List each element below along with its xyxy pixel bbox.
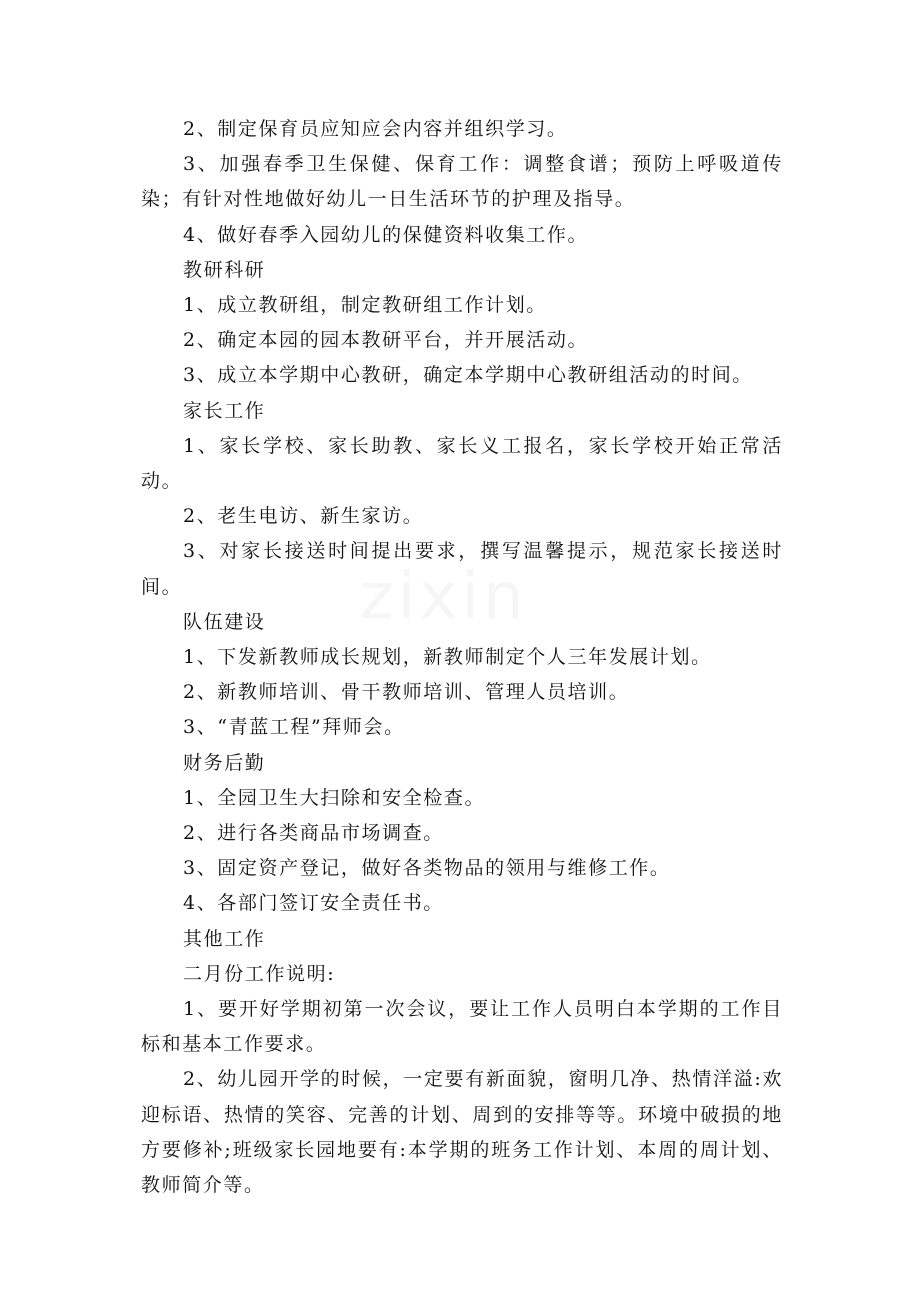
list-item: 1、下发新教师成长规划，新教师制定个人三年发展计划。 bbox=[183, 646, 712, 669]
list-item: 3、成立本学期中心教研，确定本学期中心教研组活动的时间。 bbox=[183, 364, 753, 387]
section-subheading: 二月份工作说明: bbox=[183, 962, 336, 985]
list-item: 3、加强春季卫生保健、保育工作：调整食谱；预防上呼吸道传染；有针对性地做好幼儿一日生活环节的护理及指导。 bbox=[141, 153, 783, 211]
list-item: 3、固定资产登记，做好各类物品的领用与维修工作。 bbox=[183, 857, 671, 880]
document-body bbox=[141, 112, 783, 1203]
list-item: 1、要开好学期初第一次会议，要让工作人员明白本学期的工作目标和基本工作要求。 bbox=[141, 998, 783, 1056]
list-item: 2、老生电访、新生家访。 bbox=[183, 505, 424, 528]
list-item: 4、各部门签订安全责任书。 bbox=[183, 892, 444, 915]
list-item: 3、“青蓝工程”拜师会。 bbox=[183, 716, 405, 739]
list-item: 1、全园卫生大扫除和安全检查。 bbox=[183, 786, 486, 809]
section-heading: 其他工作 bbox=[183, 927, 266, 950]
section-heading: 家长工作 bbox=[183, 399, 266, 422]
list-item: 2、制定保育员应知应会内容并组织学习。 bbox=[183, 118, 568, 140]
watermark: zixin bbox=[360, 560, 528, 634]
list-item: 2、确定本园的园本教研平台，并开展活动。 bbox=[183, 329, 589, 352]
list-item: 1、家长学校、家长助教、家长义工报名，家长学校开始正常活动。 bbox=[141, 434, 783, 493]
section-heading: 财务后勤 bbox=[183, 751, 266, 774]
list-item: 2、幼儿园开学的时候，一定要有新面貌，窗明几净、热情洋溢:欢迎标语、热情的笑容、完善的计划、周到的安排等等。环境中破损的地方要修补;班级家长园地要有:本学期的班务工作计划、本周的周计划、教师简介等。 bbox=[141, 1068, 783, 1197]
list-item: 2、进行各类商品市场调查。 bbox=[183, 822, 444, 845]
list-item: 3、对家长接送时间提出要求，撰写温馨提示，规范家长接送时间。 bbox=[141, 540, 783, 598]
section-heading: 队伍建设 bbox=[183, 610, 266, 633]
list-item: 1、成立教研组，制定教研组工作计划。 bbox=[183, 294, 547, 317]
list-item: 4、做好春季入园幼儿的保健资料收集工作。 bbox=[183, 223, 589, 246]
section-heading: 教研科研 bbox=[183, 258, 266, 281]
list-item: 2、新教师培训、骨干教师培训、管理人员培训。 bbox=[183, 681, 630, 704]
